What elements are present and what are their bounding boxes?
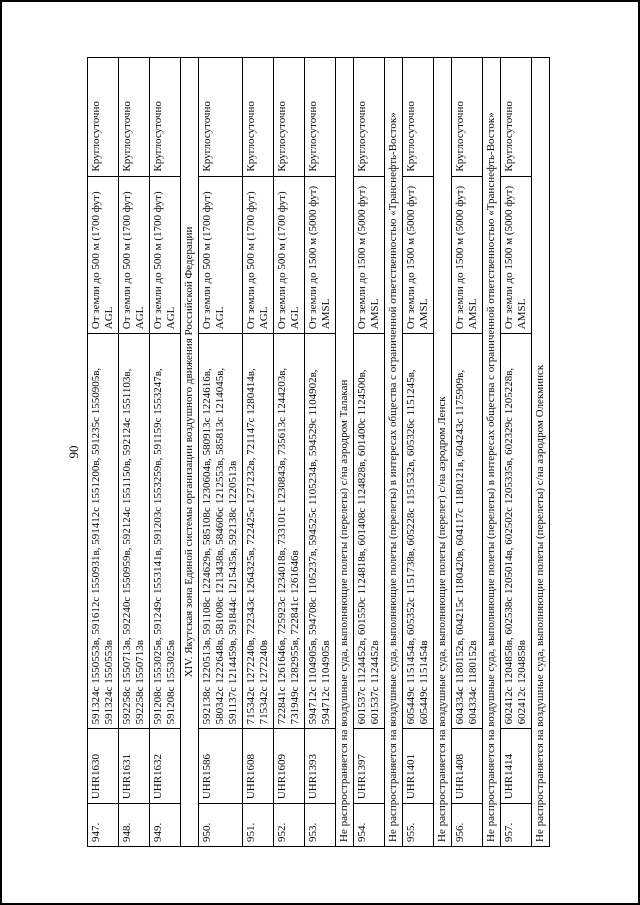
restricted-zones-table <box>87 57 550 847</box>
note-row <box>532 58 550 847</box>
row-number-cell: 951. <box>243 804 274 847</box>
row-number-cell: 949. <box>150 804 181 847</box>
zone-id-cell: UHR1401 <box>403 729 434 804</box>
zone-coordinates-cell: 601537с 1124452в, 601550с 1124818в, 601408с 1124828в, 601400с 1124500в, 601537с 1124452в <box>354 334 385 729</box>
zone-id-cell: UHR1630 <box>88 729 119 804</box>
zone-altitude-cell: От земли до 1500 м (5000 фут) AMSL <box>501 176 532 334</box>
zone-row <box>243 58 274 847</box>
zone-coordinates-cell: 605449с 1151454в, 605352с 1151738в, 605228с 1151532в, 605326с 1151245в, 605449с 1151454в <box>403 334 434 729</box>
note-row <box>385 58 403 847</box>
zone-altitude-cell: От земли до 1500 м (5000 фут) AMSL <box>305 176 336 334</box>
note-text-cell: Не распространяется на воздушные суда, выполняющие полеты (перелеты) в интересах общества с ограниченной ответственностью «Транснефть-Восток» <box>483 58 501 847</box>
zone-schedule-cell: Круглосуточно <box>88 58 119 177</box>
zone-schedule-cell: Круглосуточно <box>150 58 181 177</box>
row-number-cell: 953. <box>305 804 336 847</box>
zones-table-body <box>88 58 550 847</box>
zone-schedule-cell: Круглосуточно <box>354 58 385 177</box>
zone-row <box>150 58 181 847</box>
zone-schedule-cell: Круглосуточно <box>305 58 336 177</box>
zone-coordinates-cell: 591324с 1550553в, 591612с 1550931в, 591412с 1551200в, 591235с 1550905в, 591324с 1550553в <box>88 334 119 729</box>
row-number-cell: 950. <box>199 804 243 847</box>
zone-id-cell: UHR1631 <box>119 729 150 804</box>
zone-id-cell: UHR1393 <box>305 729 336 804</box>
zone-row <box>403 58 434 847</box>
zone-altitude-cell: От земли до 500 м (1700 фут) AGL <box>88 176 119 334</box>
zone-altitude-cell: От земли до 500 м (1700 фут) AGL <box>119 176 150 334</box>
zone-id-cell: UHR1586 <box>199 729 243 804</box>
zone-id-cell: UHR1414 <box>501 729 532 804</box>
row-number-cell: 947. <box>88 804 119 847</box>
zone-row <box>452 58 483 847</box>
row-number-cell: 954. <box>354 804 385 847</box>
note-text-cell: Не распространяется на воздушные суда, выполняющие полеты (перелеты) с/на аэродром Талакан <box>336 58 354 847</box>
zone-id-cell: UHR1632 <box>150 729 181 804</box>
zone-schedule-cell: Круглосуточно <box>119 58 150 177</box>
zone-row <box>354 58 385 847</box>
row-number-cell: 948. <box>119 804 150 847</box>
zone-schedule-cell: Круглосуточно <box>243 58 274 177</box>
note-text-cell: Не распространяется на воздушные суда, выполняющие полеты (перелеты) в интересах общества с ограниченной ответственностью «Транснефть-Восток» <box>385 58 403 847</box>
zone-id-cell: UHR1408 <box>452 729 483 804</box>
zone-altitude-cell: От земли до 500 м (1700 фут) AGL <box>243 176 274 334</box>
zone-row <box>274 58 305 847</box>
zone-id-cell: UHR1608 <box>243 729 274 804</box>
zone-row <box>119 58 150 847</box>
zone-row <box>501 58 532 847</box>
zone-schedule-cell: Круглосуточно <box>452 58 483 177</box>
zone-altitude-cell: От земли до 1500 м (5000 фут) AMSL <box>354 176 385 334</box>
note-text-cell: Не распространяется на воздушные суда, выполняющие полеты (перелет) с/на аэродром Ленск <box>434 58 452 847</box>
rotated-sheet <box>62 37 640 867</box>
zone-coordinates-cell: 594712с 1104905в, 594708с 1105237в, 594525с 1105234в, 594529с 1104902в, 594712с 1104905в <box>305 334 336 729</box>
zone-coordinates-cell: 592138с 1220513в, 591108с 1224629в, 585108с 1230604в, 580913с 1224616в, 580342с 1222648в, 581008с 1213438в, 584606с 1212553в, 585813с 1214045в, 591137с 1214459в, 591844с 1215435в, 592138с 1220513в <box>199 334 243 729</box>
zone-altitude-cell: От земли до 500 м (1700 фут) AGL <box>199 176 243 334</box>
zone-row <box>199 58 243 847</box>
zone-coordinates-cell: 592258с 1550713в, 592240с 1550959в, 592124с 1551150в, 592124с 1551103в, 592258с 1550713в <box>119 334 150 729</box>
zone-id-cell: UHR1397 <box>354 729 385 804</box>
zone-altitude-cell: От земли до 500 м (1700 фут) AGL <box>150 176 181 334</box>
zone-schedule-cell: Круглосуточно <box>274 58 305 177</box>
zone-coordinates-cell: 715342с 1272240в, 722343с 1264325в, 722425с 1271232в, 721147с 1280414в, 715342с 1272240в <box>243 334 274 729</box>
zone-coordinates-cell: 604334с 1180152в, 604215с 1180420в, 604117с 1180121в, 604243с 1175909в, 604334с 1180152в <box>452 334 483 729</box>
row-number-cell: 952. <box>274 804 305 847</box>
zone-coordinates-cell: 722841с 1261646в, 725923с 1234018в, 733101с 1230843в, 735613с 1244203в, 731949с 1282955в, 722841с 1261646в <box>274 334 305 729</box>
zone-id-cell: UHR1609 <box>274 729 305 804</box>
zone-coordinates-cell: 602412с 1204858в, 602538с 1205014в, 602502с 1205335в, 602329с 1205228в, 602412с 1204858в <box>501 334 532 729</box>
note-row <box>483 58 501 847</box>
zone-altitude-cell: От земли до 1500 м (5000 фут) AMSL <box>452 176 483 334</box>
note-text-cell: Не распространяется на воздушные суда, выполняющие полеты (перелеты) с/на аэродром Олекминск <box>532 58 550 847</box>
row-number-cell: 956. <box>452 804 483 847</box>
note-row <box>336 58 354 847</box>
zone-row <box>88 58 119 847</box>
row-number-cell: 955. <box>403 804 434 847</box>
zone-altitude-cell: От земли до 1500 м (5000 фут) AMSL <box>403 176 434 334</box>
zone-schedule-cell: Круглосуточно <box>199 58 243 177</box>
note-row <box>434 58 452 847</box>
page-number: 90 <box>66 445 81 459</box>
zone-altitude-cell: От земли до 500 м (1700 фут) AGL <box>274 176 305 334</box>
zone-schedule-cell: Круглосуточно <box>501 58 532 177</box>
zone-schedule-cell: Круглосуточно <box>403 58 434 177</box>
row-number-cell: 957. <box>501 804 532 847</box>
section-header-cell: XIV. Якутская зона Единой системы организации воздушного движения Российской Федерации <box>181 58 199 847</box>
zone-coordinates-cell: 591208с 1553025в, 591249с 1553141в, 591203с 1553259в, 591159с 1553247в, 591208с 1553025в <box>150 334 181 729</box>
zone-row <box>305 58 336 847</box>
section-header-row <box>181 58 199 847</box>
